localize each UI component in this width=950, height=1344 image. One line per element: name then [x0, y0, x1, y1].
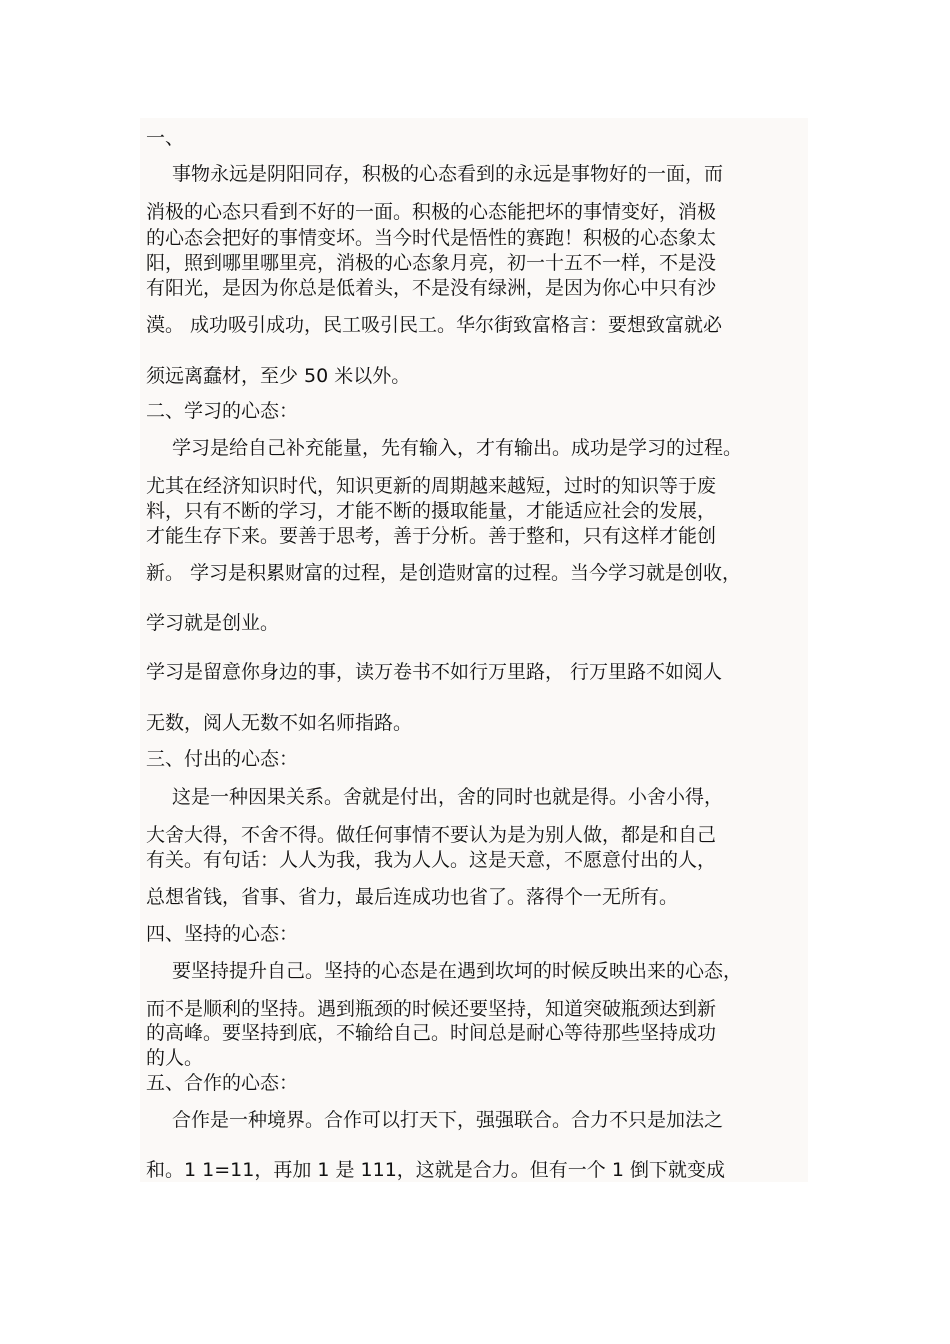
- text-line: 而不是顺利的坚持。遇到瓶颈的时候还要坚持，知道突破瓶颈达到新: [146, 998, 717, 1020]
- heading-5: 五、合作的心态：: [146, 1072, 299, 1094]
- text-line: 才能生存下来。要善于思考，善于分析。善于整和，只有这样才能创: [146, 525, 717, 547]
- text-line: 学习就是创业。: [146, 612, 280, 634]
- text-line: 新。 学习是积累财富的过程，是创造财富的过程。当今学习就是创收，: [146, 562, 742, 584]
- heading-2: 二、学习的心态：: [146, 400, 299, 422]
- text-line: 须远离蠢材，至少 50 米以外。: [146, 365, 411, 387]
- text-line: 总想省钱，省事、省力，最后连成功也省了。落得个一无所有。: [146, 886, 679, 908]
- text-line: 有阳光，是因为你总是低着头，不是没有绿洲，是因为你心中只有沙: [146, 277, 717, 299]
- text-line: 学习是给自己补充能量，先有输入，才有输出。成功是学习的过程。: [172, 437, 743, 459]
- text-line: 的心态会把好的事情变坏。当今时代是悟性的赛跑！积极的心态象太: [146, 227, 717, 249]
- heading-4: 四、坚持的心态：: [146, 923, 299, 945]
- heading-3: 三、付出的心态：: [146, 748, 299, 770]
- text-line: 有关。有句话：人人为我，我为人人。这是天意，不愿意付出的人，: [146, 849, 717, 871]
- text-line: 料，只有不断的学习，才能不断的摄取能量，才能适应社会的发展，: [146, 500, 717, 522]
- text-line: 的高峰。要坚持到底，不输给自己。时间总是耐心等待那些坚持成功: [146, 1022, 717, 1044]
- text-line: 合作是一种境界。合作可以打天下，强强联合。合力不只是加法之: [172, 1109, 724, 1131]
- text-line: 和。1 1=11，再加 1 是 111，这就是合力。但有一个 1 倒下就变成: [146, 1159, 725, 1181]
- heading-1: 一、: [146, 127, 185, 149]
- text-line: 无数，阅人无数不如名师指路。: [146, 712, 413, 734]
- text-line: 的人。: [146, 1047, 204, 1069]
- text-line: 阳，照到哪里哪里亮，消极的心态象月亮，初一十五不一样，不是没: [146, 252, 717, 274]
- text-line: 学习是留意你身边的事，读万卷书不如行万里路， 行万里路不如阅人: [146, 661, 723, 683]
- text-line: 要坚持提升自己。坚持的心态是在遇到坎坷的时候反映出来的心态，: [172, 960, 743, 982]
- text-line: 事物永远是阴阳同存，积极的心态看到的永远是事物好的一面，而: [172, 163, 724, 185]
- text-line: 尤其在经济知识时代，知识更新的周期越来越短，过时的知识等于废: [146, 475, 717, 497]
- text-line: 漠。 成功吸引成功，民工吸引民工。华尔街致富格言：要想致富就必: [146, 314, 723, 336]
- text-line: 大舍大得，不舍不得。做任何事情不要认为是为别人做，都是和自己: [146, 824, 717, 846]
- text-line: 消极的心态只看到不好的一面。积极的心态能把坏的事情变好，消极: [146, 201, 717, 223]
- text-line: 这是一种因果关系。舍就是付出，舍的同时也就是得。小舍小得，: [172, 786, 724, 808]
